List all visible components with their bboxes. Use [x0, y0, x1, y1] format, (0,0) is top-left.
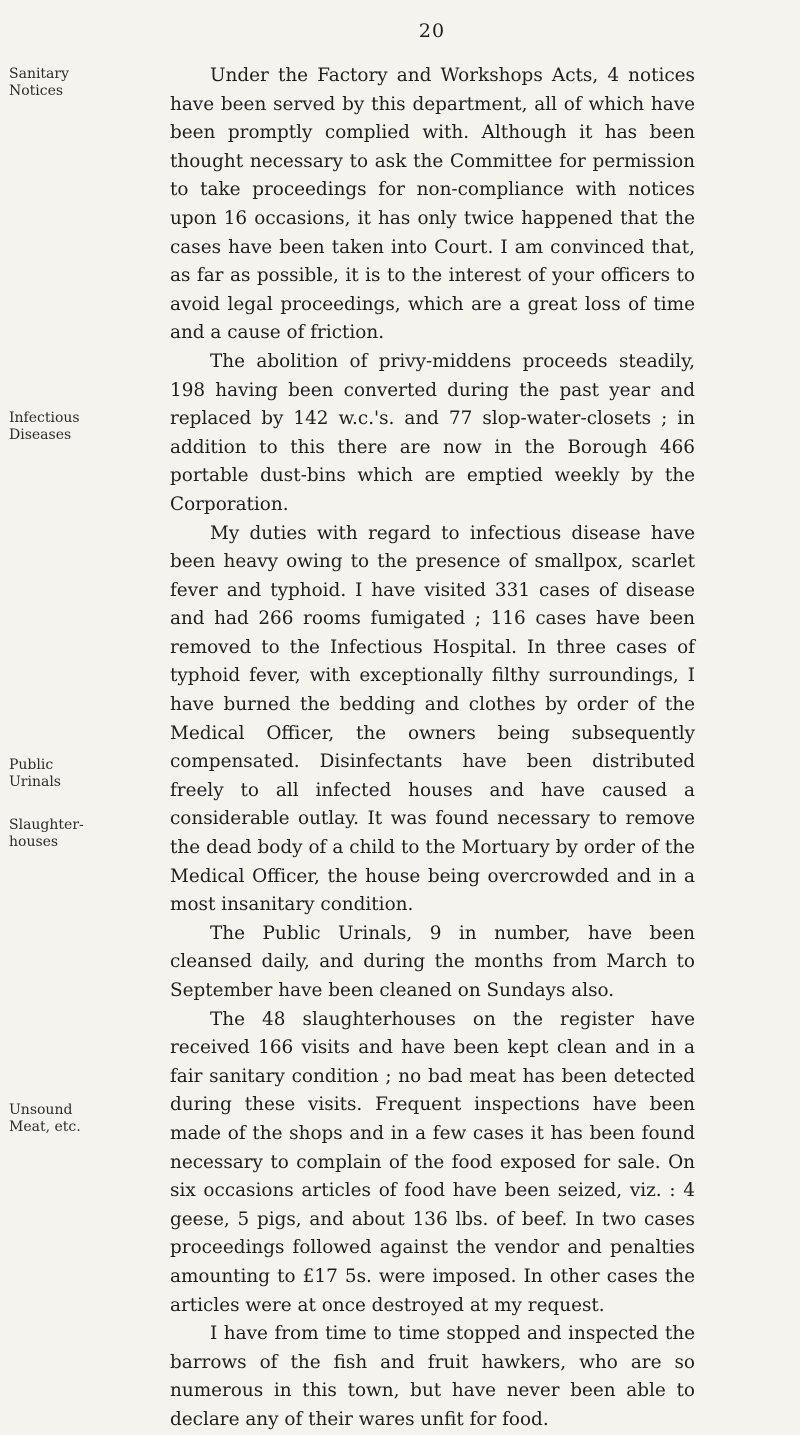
- margin-note-sanitary-notices: Sanitary Notices: [9, 66, 70, 99]
- paragraph-privy-middens: The abolition of privy-middens proceeds steadily, 198 having been converted during the past year and replaced by 142 w.c.'s. and 77 slop-water-closets ; in addition to this there are now in the Borough 466 portable dust-bins which are emptied weekly by the Corporation.: [170, 350, 695, 515]
- paragraph-slaughterhouses: The 48 slaughterhouses on the register have received 166 visits and have been kept clean and in a fair sanitary condition ; no bad meat has been detected during these visits. Frequent inspections have been made of the shops and in a few cases it has been found necessary to complain of the food exposed for sale. On six occasions articles of food have been seized, viz. : 4 geese, 5 pigs, and about 136 lbs. of beef. In two cases proceedings followed against the vendor and penalties amounting to £17 5s. were imposed. In other cases the articles were at once destroyed at my request.: [170, 1008, 695, 1316]
- paragraph-infectious-disease: My duties with regard to infectious disease have been heavy owing to the presence of smallpox, scarlet fever and typhoid. I have visited 331 cases of disease and had 266 rooms fumigated ; 116 cases have been removed to the Infectious Hospital. In three cases of typhoid fever, with exceptionally filthy surroundings, I have burned the bedding and clothes by order of the Medical Officer, the owners being subsequently compensated. Disinfectants have been distributed freely to all infected houses and have caused a considerable outlay. It was found necessary to remove the dead body of a child to the Mortuary by order of the Medical Officer, the house being overcrowded and in a most insanitary condition.: [170, 522, 695, 916]
- paragraph-barrows: I have from time to time stopped and inspected the barrows of the fish and fruit hawkers, who are so numerous in this town, but have never been able to declare any of their wares unfit for food.: [170, 1323, 695, 1430]
- page-number: 20: [418, 20, 446, 42]
- paragraph-public-urinals: The Public Urinals, 9 in number, have been cleansed daily, and during the months from March to September have been cleaned on Sundays also.: [170, 922, 695, 1001]
- margin-note-public-urinals: Public Urinals: [9, 757, 61, 790]
- paragraph-factory-notices: Under the Factory and Workshops Acts, 4 notices have been served by this department, all of which have been promptly complied with. Although it has been thought necessary to ask the Committee for permission to take proceedings for non-compliance with notices upon 16 occasions, it has only twice happened that the cases have been taken into Court. I am convinced that, as far as possible, it is to the interest of your officers to avoid legal proceedings, which are a great loss of time and a cause of friction.: [170, 65, 695, 344]
- margin-note-unsound-meat: Unsound Meat, etc.: [9, 1102, 81, 1135]
- margin-note-slaughter-houses: Slaughter-houses: [9, 817, 84, 850]
- margin-note-infectious-diseases: Infectious Diseases: [9, 410, 80, 443]
- body-text: [170, 62, 695, 1435]
